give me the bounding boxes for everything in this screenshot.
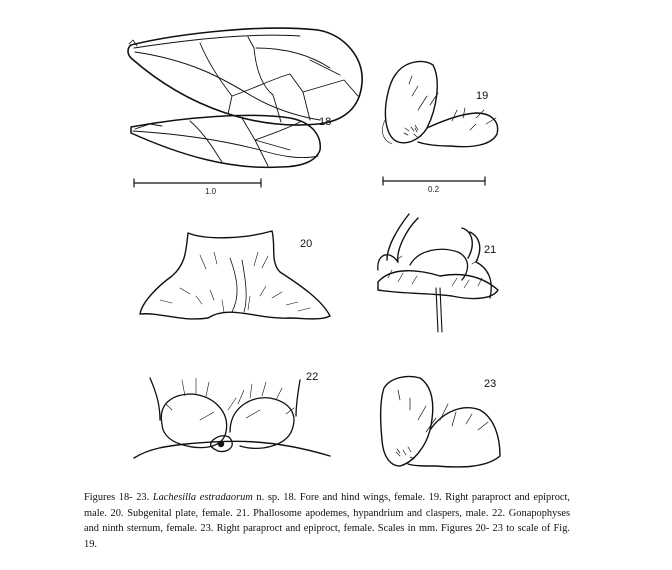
scale-bar-1mm-label: 1.0 [205, 187, 217, 196]
figure-19-number: 19 [476, 90, 489, 102]
figure-caption [84, 490, 570, 552]
figure-23-paraproct-female [381, 376, 500, 467]
scale-bar-0-2mm [383, 177, 485, 194]
figure-22-number: 22 [306, 371, 319, 383]
forewing-drawing [128, 28, 362, 125]
scale-bar-0-2mm-label: 0.2 [428, 185, 440, 194]
hindwing-drawing [131, 115, 320, 167]
figure-22-gonapophyses [134, 371, 330, 458]
figure-21-phallosome-male [378, 214, 498, 332]
figure-18-wings [128, 28, 362, 196]
figure-20-number: 20 [300, 238, 313, 250]
caption-species-name: Lachesilla estradaorum [152, 492, 253, 504]
figure-18-number: 18 [319, 116, 332, 128]
scale-bar-1mm [134, 179, 261, 196]
caption-prefix: Figures 18- 23. [84, 492, 153, 504]
figure-23-number: 23 [484, 378, 497, 390]
figure-21-number: 21 [484, 244, 497, 256]
figure-20-subgenital-plate [140, 231, 330, 319]
figure-19-paraproct-male [382, 62, 497, 194]
caption-text: n. sp. 18. Fore and hind wings, female. 19. Right paraproct and epiproct, male. 20. Subgenital plate, female. 21. Phallosome apodemes, hypandrium and claspers, male. 22. Gonapophyses and ninth sternum, female. 23. Right paraproct and epiproct, female. Scales in mm. Figures 20- 23 to scale of Fig. 19. [84, 492, 570, 550]
